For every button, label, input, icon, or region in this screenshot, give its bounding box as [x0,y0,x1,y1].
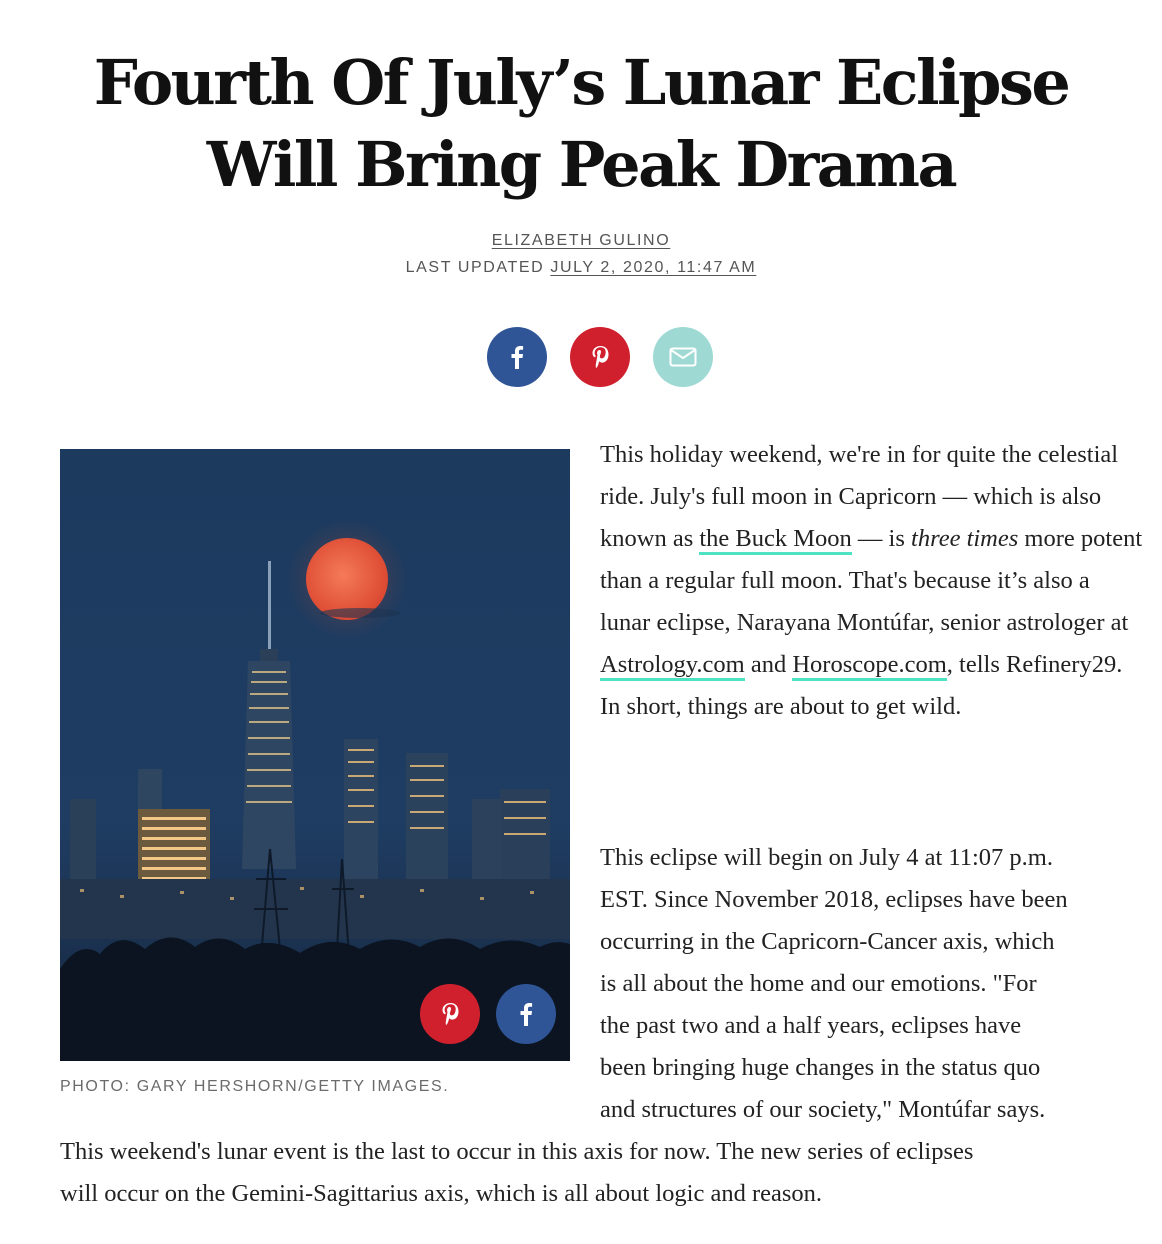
photo-facebook-button[interactable] [496,984,556,1044]
p2-line-2: EST. Since November 2018, eclipses have been [600,886,1068,913]
paragraph-2 [600,837,1145,1131]
byline-author [0,232,1162,250]
p2-line-3: occurring in the Capricorn-Cancer axis, which [600,928,1055,955]
paragraph-1 [600,434,1145,728]
p3-line-2: will occur on the Gemini-Sagittarius axis, which is all about logic and reason. [60,1180,823,1207]
p1-text-b: — is [851,525,912,552]
facebook-share-button[interactable] [487,327,547,387]
p2-line-5: the past two and a half years, eclipses have [600,1012,1022,1039]
title-line-1: Fourth Of July’s Lunar Eclipse [93,46,1069,119]
moon-over-skyline-image [60,449,570,1061]
updated-date[interactable]: JULY 2, 2020, 11:47 AM [550,259,757,276]
p1-emphasis: three times [911,525,1019,552]
p1-text-e: , tells Refinery29. In short, things are about to get wild. [600,651,1123,720]
horoscope-link[interactable]: Horoscope.com [792,651,946,681]
article-title [0,42,1162,206]
updated-label: LAST UPDATED [405,259,545,276]
facebook-icon [510,345,524,369]
pinterest-share-button[interactable] [570,327,630,387]
email-share-button[interactable] [653,327,713,387]
p2-line-4: is all about the home and our emotions. "For [600,970,1037,997]
share-bar [0,327,1162,387]
pinterest-icon [591,345,609,369]
author-link[interactable]: ELIZABETH GULINO [491,232,671,249]
buck-moon-link[interactable]: the Buck Moon [699,525,851,555]
byline-updated [0,259,1162,277]
photo-share-bar [420,984,556,1044]
title-line-2: Will Bring Peak Drama [206,128,956,201]
photo-caption: PHOTO: GARY HERSHORN/GETTY IMAGES. [60,1078,450,1095]
astrology-link[interactable]: Astrology.com [600,651,745,681]
p3-line-1: This weekend's lunar event is the last to occur in this axis for now. The new series of eclipses [60,1138,974,1165]
p1-text-a: This holiday weekend, we're in for quite the celestial ride. July's full moon in Capricorn — which is also known as [600,441,1119,552]
paragraph-3 [60,1131,1140,1215]
p2-line-7: and structures of our society," Montúfar says. [600,1096,1046,1123]
p2-line-1: This eclipse will begin on July 4 at 11:07 p.m. [600,844,1053,871]
article-photo [60,449,570,1061]
p1-text-c: more potent than a regular full moon. That's because it’s also a lunar eclipse, Narayana Montúfar, senior astrologer at [600,525,1143,636]
pinterest-icon [441,1002,459,1026]
p2-line-6: been bringing huge changes in the status quo [600,1054,1041,1081]
p1-text-d: and [744,651,793,678]
mail-icon [669,347,697,367]
facebook-icon [519,1002,533,1026]
photo-pinterest-button[interactable] [420,984,480,1044]
